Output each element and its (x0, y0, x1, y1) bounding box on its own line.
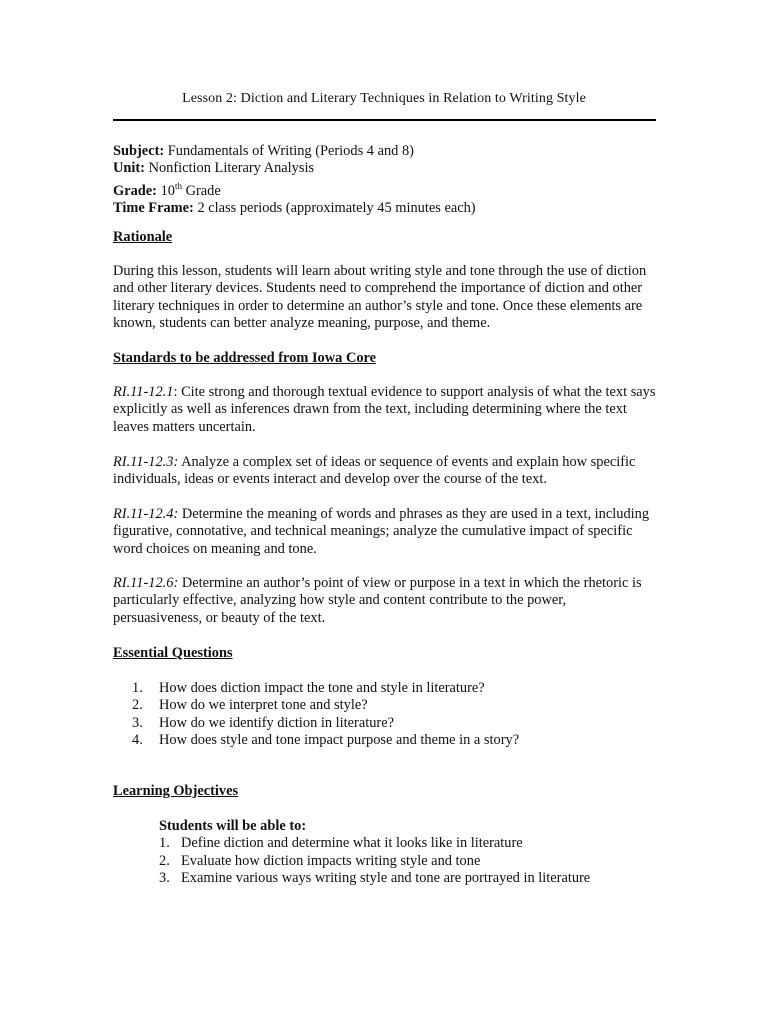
list-item (159, 835, 659, 852)
list-number: 2. (159, 852, 170, 869)
page-title: Lesson 2: Diction and Literary Techniques in Relation to Writing Style (182, 91, 586, 106)
standards-heading (113, 350, 658, 367)
standard-code: RI.11-12.1 (113, 384, 174, 400)
essential-questions-list (113, 680, 658, 750)
timeframe-value: 2 class periods (approximately 45 minutes each) (193, 200, 476, 217)
lesson-meta (113, 143, 658, 217)
standard-text: : Cite strong and thorough textual evidence to support analysis of what the text says explicitly as well as inferences drawn from the text, including determining where the text leaves matters uncertain. (113, 384, 656, 435)
timeframe-row (113, 200, 658, 217)
subject-row (113, 143, 658, 160)
list-number: 3. (159, 870, 170, 887)
list-text: Define diction and determine what it looks like in literature (181, 835, 523, 852)
list-text: Examine various ways writing style and tone are portrayed in literature (181, 870, 591, 887)
list-item (113, 732, 658, 749)
list-item (159, 870, 659, 887)
title-divider (113, 119, 656, 121)
rationale-heading (113, 229, 658, 246)
list-number: 3. (132, 714, 143, 731)
list-item (113, 697, 658, 714)
list-number: 1. (159, 835, 170, 852)
standard-item (113, 454, 658, 489)
standards-heading-text: Standards to be addressed from Iowa Core (113, 350, 377, 366)
unit-row (113, 160, 658, 177)
grade-row (113, 178, 658, 200)
list-item (113, 680, 658, 697)
unit-label: Unit: (113, 160, 145, 177)
list-text: Evaluate how diction impacts writing style and tone (181, 852, 481, 869)
timeframe-label: Time Frame: (113, 200, 194, 217)
rationale-heading-text: Rationale (113, 229, 173, 245)
unit-value: Nonfiction Literary Analysis (144, 160, 315, 177)
grade-word: Grade (181, 182, 221, 199)
list-number: 2. (132, 697, 143, 714)
subject-value: Fundamentals of Writing (Periods 4 and 8) (164, 143, 414, 159)
grade-number: 10 (156, 182, 175, 199)
standard-code: RI.11-12.4: (113, 506, 179, 522)
learning-objectives-heading (113, 783, 658, 800)
learning-objectives-heading-text: Learning Objectives (113, 783, 239, 799)
list-text: How do we interpret tone and style? (159, 697, 368, 714)
standard-item (113, 384, 658, 436)
rationale-body: During this lesson, students will learn about writing style and tone through the use of diction and other literary devices. Students need to comprehend the importance of diction and other literary techniques in order to determine an author’s style and tone. Once these elements are known, students can better analyze meaning, purpose, and theme. (113, 263, 647, 332)
essential-questions-heading (113, 645, 658, 662)
standard-text: Determine the meaning of words and phrases as they are used in a text, including figurative, connotative, and technical meanings; analyze the cumulative impact of specific word choices on meaning and tone. (113, 506, 650, 557)
subject-label: Subject: (113, 143, 165, 159)
list-number: 1. (132, 680, 143, 696)
list-text: How does diction impact the tone and style in literature? (159, 680, 485, 696)
standard-code: RI.11-12.6: (113, 575, 179, 591)
list-text: How does style and tone impact purpose and theme in a story? (159, 732, 520, 749)
standard-text: Determine an author’s point of view or purpose in a text in which the rhetoric is particularly effective, analyzing how style and content contribute to the power, persuasiveness, or beauty of the text. (113, 575, 642, 626)
grade-suffix: th (174, 180, 182, 191)
standard-text: Analyze a complex set of ideas or sequence of events and explain how specific individuals, ideas or events interact and develop over the course of the text. (113, 454, 636, 488)
list-text: How do we identify diction in literature? (159, 714, 394, 731)
standard-code: RI.11-12.3: (113, 454, 179, 470)
objectives-list (159, 835, 659, 887)
list-item (113, 715, 658, 732)
learning-objectives (159, 818, 659, 888)
standard-item (113, 575, 658, 627)
list-number: 4. (132, 732, 143, 749)
standard-item (113, 506, 658, 558)
objectives-lead: Students will be able to: (159, 818, 307, 834)
essential-questions-heading-text: Essential Questions (113, 645, 233, 661)
grade-label: Grade: (113, 182, 157, 199)
list-item (159, 853, 659, 870)
